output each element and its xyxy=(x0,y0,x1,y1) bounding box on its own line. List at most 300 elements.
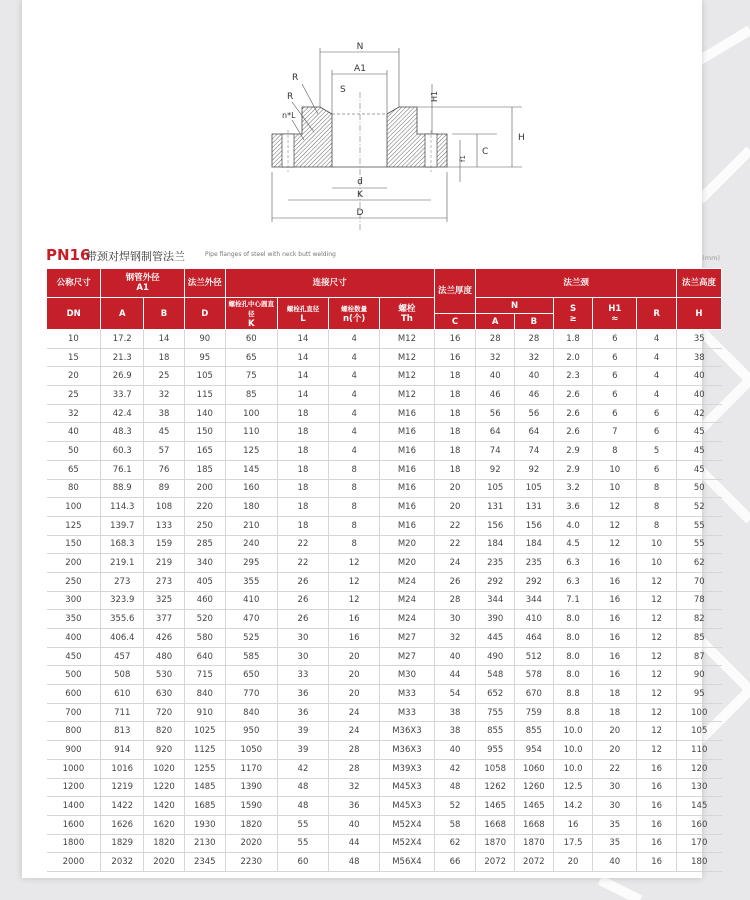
table-cell: 48 xyxy=(434,778,476,797)
table-cell: 17.2 xyxy=(101,330,144,349)
table-cell: 33.7 xyxy=(101,386,144,405)
table-cell: 12 xyxy=(637,610,677,629)
table-cell: 4 xyxy=(637,386,677,405)
table-cell: 18 xyxy=(144,348,185,367)
table-row xyxy=(47,853,722,872)
table-cell: 105 xyxy=(184,367,225,386)
col-header-h1: H1 ≈ xyxy=(593,298,637,330)
table-cell: 156 xyxy=(476,516,515,535)
table-cell: 28 xyxy=(434,591,476,610)
table-cell: 120 xyxy=(676,759,721,778)
table-cell: 10 xyxy=(47,330,101,349)
table-cell: 28 xyxy=(515,330,554,349)
table-cell: 920 xyxy=(144,741,185,760)
table-cell: M24 xyxy=(380,572,434,591)
table-cell: 12 xyxy=(637,741,677,760)
table-cell: 14 xyxy=(277,367,328,386)
table-cell: 12.5 xyxy=(553,778,593,797)
table-cell: M36X3 xyxy=(380,741,434,760)
table-cell: M33 xyxy=(380,685,434,704)
dim-label-H1: H1 xyxy=(430,90,439,102)
table-cell: 820 xyxy=(144,722,185,741)
col-sub-neck-b: B xyxy=(515,314,554,330)
table-cell: 8 xyxy=(593,442,637,461)
table-cell: 64 xyxy=(476,423,515,442)
table-cell: 2072 xyxy=(476,853,515,872)
table-cell: 1820 xyxy=(144,834,185,853)
table-cell: 18 xyxy=(277,516,328,535)
table-cell: 355 xyxy=(225,572,277,591)
table-cell: 76.1 xyxy=(101,460,144,479)
dim-label-N: N xyxy=(356,42,364,52)
table-cell: 39 xyxy=(277,722,328,741)
table-cell: 6.3 xyxy=(553,572,593,591)
table-cell: 130 xyxy=(676,778,721,797)
table-row xyxy=(47,778,722,797)
table-cell: 35 xyxy=(593,815,637,834)
table-cell: 16 xyxy=(593,554,637,573)
table-cell: 60 xyxy=(225,330,277,349)
table-cell: 1.8 xyxy=(553,330,593,349)
table-cell: 1465 xyxy=(515,797,554,816)
table-cell: 1000 xyxy=(47,759,101,778)
table-cell: 18 xyxy=(434,460,476,479)
table-cell: 292 xyxy=(476,572,515,591)
table-cell: 32 xyxy=(144,386,185,405)
table-cell: 32 xyxy=(476,348,515,367)
table-cell: 39 xyxy=(277,741,328,760)
table-cell: 16 xyxy=(553,815,593,834)
table-cell: 65 xyxy=(225,348,277,367)
table-cell: 100 xyxy=(676,703,721,722)
table-cell: M24 xyxy=(380,610,434,629)
table-cell: 46 xyxy=(515,386,554,405)
table-row xyxy=(47,834,722,853)
table-cell: 8.8 xyxy=(553,685,593,704)
dim-label-R-upper: R xyxy=(292,73,299,83)
table-cell: 840 xyxy=(184,685,225,704)
table-cell: 48 xyxy=(277,797,328,816)
table-cell: 110 xyxy=(225,423,277,442)
table-cell: 20 xyxy=(434,498,476,517)
table-cell: 950 xyxy=(225,722,277,741)
table-cell: M16 xyxy=(380,442,434,461)
table-cell: 8.0 xyxy=(553,610,593,629)
table-cell: 610 xyxy=(101,685,144,704)
table-cell: 24 xyxy=(329,703,380,722)
table-cell: 20 xyxy=(593,741,637,760)
table-cell: 6.3 xyxy=(553,554,593,573)
table-cell: 3.6 xyxy=(553,498,593,517)
table-cell: 530 xyxy=(144,666,185,685)
table-cell: 2072 xyxy=(515,853,554,872)
table-cell: 32 xyxy=(47,404,101,423)
table-row xyxy=(47,759,722,778)
table-cell: M16 xyxy=(380,460,434,479)
table-cell: 105 xyxy=(676,722,721,741)
table-cell: 460 xyxy=(184,591,225,610)
table-cell: 16 xyxy=(593,610,637,629)
table-cell: 159 xyxy=(144,535,185,554)
table-cell: 2230 xyxy=(225,853,277,872)
table-cell: M12 xyxy=(380,348,434,367)
table-cell: 42.4 xyxy=(101,404,144,423)
table-cell: 16 xyxy=(637,778,677,797)
table-cell: 350 xyxy=(47,610,101,629)
table-cell: 85 xyxy=(225,386,277,405)
table-cell: 670 xyxy=(515,685,554,704)
table-cell: 340 xyxy=(184,554,225,573)
table-cell: 74 xyxy=(515,442,554,461)
table-cell: 2.9 xyxy=(553,460,593,479)
col-header-neck-n: N xyxy=(476,298,553,314)
table-cell: 16 xyxy=(637,853,677,872)
dim-label-d: d xyxy=(357,177,363,187)
table-cell: M33 xyxy=(380,703,434,722)
table-cell: 720 xyxy=(144,703,185,722)
col-header-th: 螺栓 Th xyxy=(380,298,434,330)
table-cell: 273 xyxy=(144,572,185,591)
table-cell: 40 xyxy=(47,423,101,442)
table-cell: 10.0 xyxy=(553,759,593,778)
table-cell: 87 xyxy=(676,647,721,666)
table-row xyxy=(47,703,722,722)
dim-label-f1: f1 xyxy=(459,155,467,162)
table-cell: 1219 xyxy=(101,778,144,797)
table-cell: 50 xyxy=(47,442,101,461)
table-cell: 1025 xyxy=(184,722,225,741)
col-sub-h: H xyxy=(676,298,721,330)
table-cell: 16 xyxy=(593,647,637,666)
table-cell: 16 xyxy=(637,815,677,834)
table-row xyxy=(47,479,722,498)
table-cell: 12 xyxy=(593,535,637,554)
table-cell: 700 xyxy=(47,703,101,722)
table-cell: 954 xyxy=(515,741,554,760)
table-cell: 585 xyxy=(225,647,277,666)
table-cell: 5 xyxy=(637,442,677,461)
table-cell: 17.5 xyxy=(553,834,593,853)
table-cell: 4 xyxy=(329,404,380,423)
table-cell: 18 xyxy=(277,498,328,517)
table-cell: 6 xyxy=(593,330,637,349)
table-row xyxy=(47,647,722,666)
table-cell: 8.0 xyxy=(553,647,593,666)
table-cell: 26 xyxy=(277,610,328,629)
table-cell: 76 xyxy=(144,460,185,479)
table-cell: 6 xyxy=(593,404,637,423)
flange-spec-table xyxy=(46,268,722,872)
table-cell: 30 xyxy=(277,629,328,648)
table-cell: 525 xyxy=(225,629,277,648)
table-cell: 20 xyxy=(329,666,380,685)
dim-label-K: K xyxy=(357,190,363,200)
table-cell: 18 xyxy=(277,404,328,423)
table-cell: 36 xyxy=(277,703,328,722)
table-cell: 50 xyxy=(676,479,721,498)
table-cell: 1422 xyxy=(101,797,144,816)
table-cell: 1390 xyxy=(225,778,277,797)
table-cell: 2032 xyxy=(101,853,144,872)
table-cell: 12 xyxy=(329,554,380,573)
table-cell: 6 xyxy=(593,386,637,405)
table-cell: 12 xyxy=(637,703,677,722)
table-cell: 6 xyxy=(593,367,637,386)
table-cell: 28 xyxy=(476,330,515,349)
dim-label-S: S xyxy=(340,85,346,95)
table-cell: 464 xyxy=(515,629,554,648)
table-cell: 32 xyxy=(329,778,380,797)
table-cell: 8 xyxy=(637,498,677,517)
dim-label-nL: n*L xyxy=(282,111,296,120)
table-cell: 292 xyxy=(515,572,554,591)
table-cell: 55 xyxy=(676,535,721,554)
table-cell: 160 xyxy=(225,479,277,498)
table-cell: 40 xyxy=(676,386,721,405)
table-cell: 90 xyxy=(184,330,225,349)
table-cell: 1685 xyxy=(184,797,225,816)
table-cell: 30 xyxy=(593,778,637,797)
table-cell: 6 xyxy=(637,460,677,479)
table-cell: M56X4 xyxy=(380,853,434,872)
table-row xyxy=(47,404,722,423)
table-cell: 8 xyxy=(637,516,677,535)
table-cell: 410 xyxy=(225,591,277,610)
table-cell: 10 xyxy=(637,535,677,554)
col-sub-dn: DN xyxy=(47,298,101,330)
table-cell: 4 xyxy=(637,348,677,367)
table-cell: 219.1 xyxy=(101,554,144,573)
table-cell: 18 xyxy=(277,479,328,498)
table-cell: 131 xyxy=(515,498,554,517)
table-cell: 40 xyxy=(434,741,476,760)
table-cell: 22 xyxy=(593,759,637,778)
col-sub-neck-a: A xyxy=(476,314,515,330)
table-cell: 630 xyxy=(144,685,185,704)
table-cell: 115 xyxy=(184,386,225,405)
table-cell: 44 xyxy=(329,834,380,853)
table-row xyxy=(47,741,722,760)
table-cell: 12 xyxy=(637,591,677,610)
table-cell: 168.3 xyxy=(101,535,144,554)
table-cell: 108 xyxy=(144,498,185,517)
table-cell: 12 xyxy=(637,666,677,685)
table-cell: 145 xyxy=(225,460,277,479)
table-cell: 855 xyxy=(476,722,515,741)
table-cell: 4.0 xyxy=(553,516,593,535)
table-cell: 56 xyxy=(515,404,554,423)
table-cell: 48 xyxy=(277,778,328,797)
table-cell: 1020 xyxy=(144,759,185,778)
table-cell: 55 xyxy=(277,815,328,834)
col-sub-b: B xyxy=(144,298,185,330)
table-cell: 8.8 xyxy=(553,703,593,722)
table-cell: 715 xyxy=(184,666,225,685)
table-cell: 24 xyxy=(434,554,476,573)
table-row xyxy=(47,610,722,629)
table-body xyxy=(47,330,722,872)
table-cell: M20 xyxy=(380,535,434,554)
table-cell: 16 xyxy=(434,348,476,367)
table-cell: 92 xyxy=(515,460,554,479)
table-row xyxy=(47,666,722,685)
col-sub-c: C xyxy=(434,314,476,330)
table-cell: 450 xyxy=(47,647,101,666)
table-cell: 140 xyxy=(184,404,225,423)
table-row xyxy=(47,629,722,648)
flange-technical-drawing xyxy=(232,22,552,237)
table-cell: 58 xyxy=(434,815,476,834)
table-cell: 855 xyxy=(515,722,554,741)
table-cell: 66 xyxy=(434,853,476,872)
table-cell: 90 xyxy=(676,666,721,685)
table-cell: 400 xyxy=(47,629,101,648)
table-cell: 16 xyxy=(329,610,380,629)
table-cell: 36 xyxy=(277,685,328,704)
table-cell: 18 xyxy=(434,442,476,461)
table-cell: 22 xyxy=(277,554,328,573)
table-cell: 210 xyxy=(225,516,277,535)
table-cell: 25 xyxy=(47,386,101,405)
table-cell: 125 xyxy=(225,442,277,461)
table-cell: 14.2 xyxy=(553,797,593,816)
col-header-dn: 公称尺寸 xyxy=(47,269,101,298)
table-cell: 457 xyxy=(101,647,144,666)
table-cell: 300 xyxy=(47,591,101,610)
dim-label-H: H xyxy=(518,133,525,143)
table-cell: 445 xyxy=(476,629,515,648)
dim-label-R-lower: R xyxy=(287,92,294,102)
table-cell: 600 xyxy=(47,685,101,704)
table-cell: 40 xyxy=(434,647,476,666)
table-row xyxy=(47,535,722,554)
table-cell: 18 xyxy=(434,386,476,405)
table-cell: 165 xyxy=(184,442,225,461)
table-cell: 20 xyxy=(553,853,593,872)
table-cell: 4 xyxy=(637,367,677,386)
table-cell: 578 xyxy=(515,666,554,685)
table-cell: 45 xyxy=(676,442,721,461)
table-cell: 18 xyxy=(434,404,476,423)
table-cell: 12 xyxy=(637,629,677,648)
table-cell: M16 xyxy=(380,516,434,535)
table-cell: 75 xyxy=(225,367,277,386)
table-cell: 4 xyxy=(329,442,380,461)
table-cell: 16 xyxy=(434,330,476,349)
table-cell: 548 xyxy=(476,666,515,685)
table-cell: 22 xyxy=(277,535,328,554)
table-row xyxy=(47,516,722,535)
table-cell: 711 xyxy=(101,703,144,722)
table-cell: 32 xyxy=(515,348,554,367)
table-cell: 40 xyxy=(476,367,515,386)
table-cell: 184 xyxy=(515,535,554,554)
table-cell: 2.3 xyxy=(553,367,593,386)
table-cell: 105 xyxy=(515,479,554,498)
table-cell: 18 xyxy=(277,460,328,479)
table-cell: 12 xyxy=(593,498,637,517)
table-cell: 285 xyxy=(184,535,225,554)
table-cell: M45X3 xyxy=(380,778,434,797)
col-sub-d: D xyxy=(184,298,225,330)
table-cell: 85 xyxy=(676,629,721,648)
col-header-n: 螺栓数量 n(个) xyxy=(329,298,380,330)
table-cell: 25 xyxy=(144,367,185,386)
table-cell: 1200 xyxy=(47,778,101,797)
table-cell: 40 xyxy=(515,367,554,386)
table-cell: 1600 xyxy=(47,815,101,834)
table-cell: 10.0 xyxy=(553,722,593,741)
table-cell: 14 xyxy=(277,348,328,367)
table-cell: 36 xyxy=(329,797,380,816)
table-cell: 24 xyxy=(329,722,380,741)
table-cell: 42 xyxy=(434,759,476,778)
table-cell: 16 xyxy=(637,759,677,778)
table-cell: M39X3 xyxy=(380,759,434,778)
table-cell: 30 xyxy=(434,610,476,629)
table-cell: 62 xyxy=(676,554,721,573)
table-cell: 18 xyxy=(277,423,328,442)
table-cell: 52 xyxy=(434,797,476,816)
table-cell: 250 xyxy=(47,572,101,591)
table-cell: 2130 xyxy=(184,834,225,853)
table-cell: 426 xyxy=(144,629,185,648)
table-cell: 57 xyxy=(144,442,185,461)
table-cell: 55 xyxy=(676,516,721,535)
table-cell: 10 xyxy=(593,460,637,479)
table-cell: 480 xyxy=(144,647,185,666)
table-cell: 1058 xyxy=(476,759,515,778)
table-row xyxy=(47,815,722,834)
table-cell: 20 xyxy=(434,479,476,498)
table-cell: 92 xyxy=(476,460,515,479)
table-cell: M45X3 xyxy=(380,797,434,816)
table-cell: 22 xyxy=(434,516,476,535)
table-cell: 139.7 xyxy=(101,516,144,535)
table-cell: 4.5 xyxy=(553,535,593,554)
table-cell: 20 xyxy=(329,685,380,704)
table-cell: 180 xyxy=(676,853,721,872)
table-cell: 16 xyxy=(593,572,637,591)
table-cell: 131 xyxy=(476,498,515,517)
table-cell: 652 xyxy=(476,685,515,704)
table-cell: 770 xyxy=(225,685,277,704)
table-cell: 12 xyxy=(593,516,637,535)
table-cell: 1626 xyxy=(101,815,144,834)
table-cell: 1262 xyxy=(476,778,515,797)
table-row xyxy=(47,460,722,479)
table-cell: 54 xyxy=(434,685,476,704)
table-cell: 4 xyxy=(329,330,380,349)
table-cell: 250 xyxy=(184,516,225,535)
table-cell: 955 xyxy=(476,741,515,760)
table-cell: 813 xyxy=(101,722,144,741)
table-cell: 10 xyxy=(637,554,677,573)
table-cell: 1870 xyxy=(515,834,554,853)
table-cell: 512 xyxy=(515,647,554,666)
table-cell: 28 xyxy=(329,741,380,760)
table-cell: 18 xyxy=(277,442,328,461)
table-cell: M27 xyxy=(380,629,434,648)
table-row xyxy=(47,442,722,461)
table-cell: M30 xyxy=(380,666,434,685)
table-cell: 48 xyxy=(329,853,380,872)
table-cell: 8.0 xyxy=(553,666,593,685)
col-header-flange-od: 法兰外径 xyxy=(184,269,225,298)
table-cell: 405 xyxy=(184,572,225,591)
table-row xyxy=(47,386,722,405)
table-cell: 325 xyxy=(144,591,185,610)
